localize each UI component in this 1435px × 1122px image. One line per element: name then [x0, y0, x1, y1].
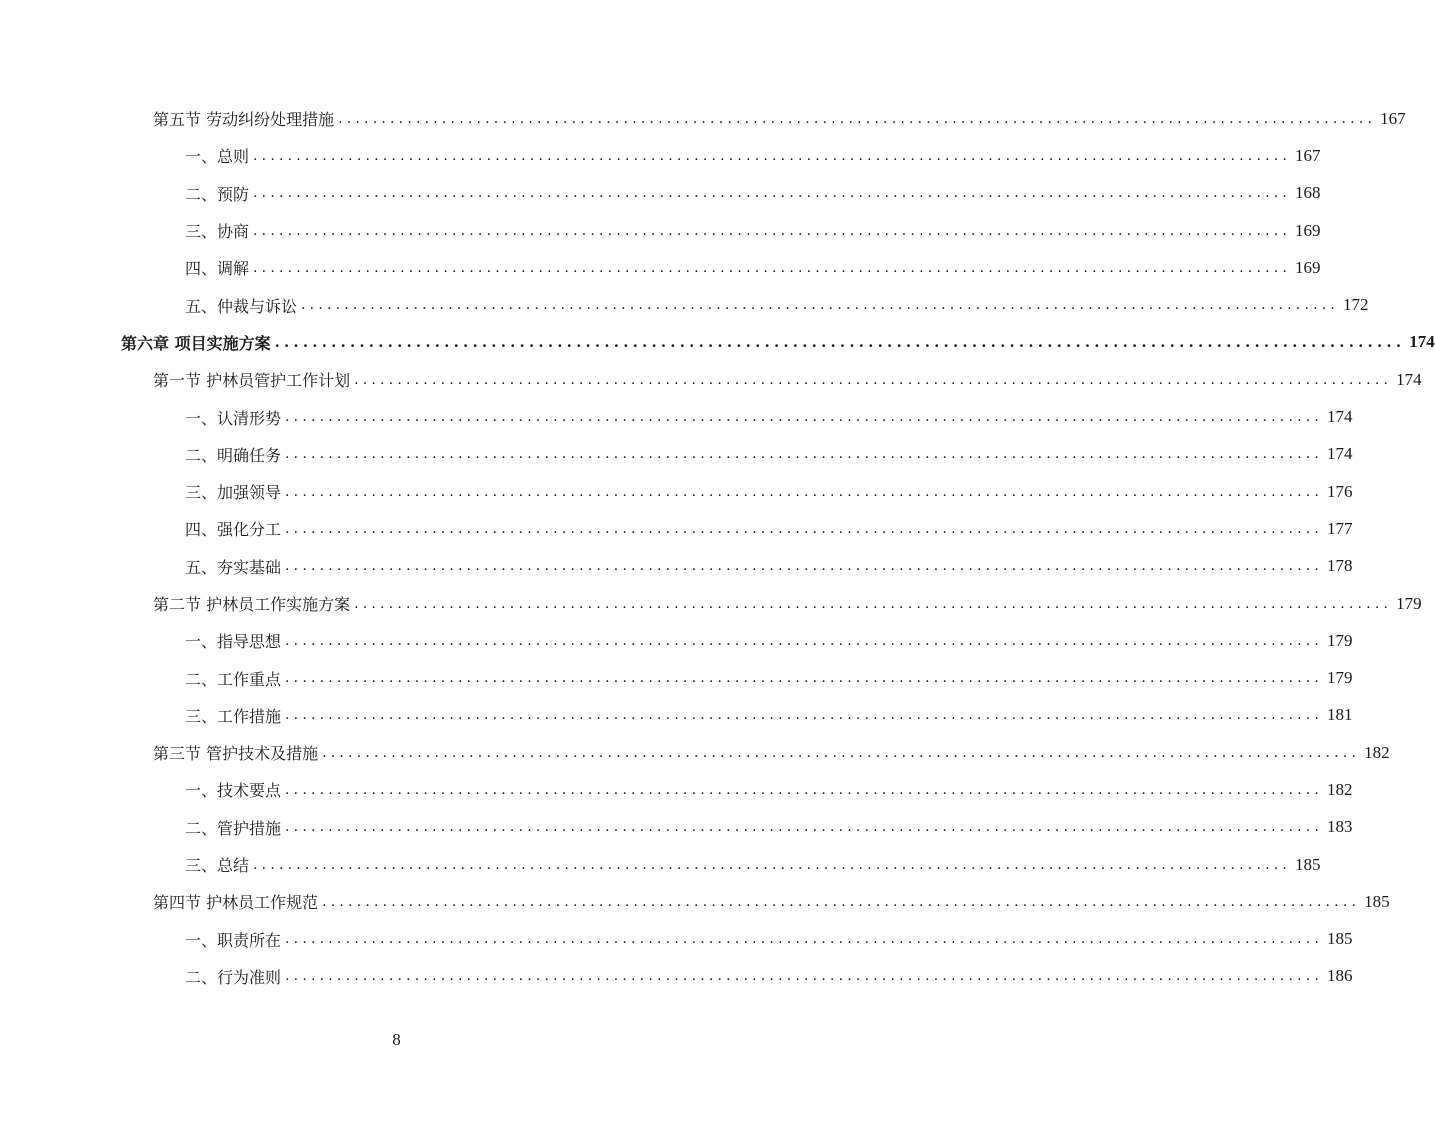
toc-entry-page: 182 [1327, 779, 1353, 799]
toc-dot-leader: ........................................................................................................................ [354, 595, 1393, 612]
toc-section-entry[interactable] [0, 734, 1390, 771]
toc-entry-title: 三、工作措施 [185, 706, 282, 726]
toc-subsection-entry[interactable] [0, 622, 1353, 659]
toc-entry-title: 二、预防 [185, 184, 250, 204]
toc-dot-leader: ........................................................................................................................ [285, 931, 1324, 948]
toc-subsection-entry[interactable] [0, 249, 1321, 286]
toc-entry-title: 二、明确任务 [185, 445, 282, 465]
toc-entry-page: 185 [1327, 929, 1353, 949]
toc-dot-leader: ........................................................................................................................ [285, 520, 1324, 537]
toc-entry-page: 168 [1295, 183, 1321, 203]
toc-entry-page: 183 [1327, 817, 1353, 837]
toc-entry-page: 185 [1364, 891, 1390, 911]
toc-dot-leader: ........................................................................................................................ [274, 333, 1406, 352]
toc-entry-title: 一、总则 [185, 147, 250, 167]
toc-entry-title: 一、认清形势 [185, 408, 282, 428]
toc-subsection-entry[interactable] [0, 436, 1353, 473]
toc-entry-title: 第二节 护林员工作实施方案 [153, 595, 351, 614]
toc-dot-leader: ........................................................................................................................ [285, 781, 1324, 798]
toc-entry-title: 第三节 管护技术及措施 [153, 744, 319, 764]
toc-subsection-entry[interactable] [0, 286, 1369, 323]
toc-entry-title: 一、指导思想 [185, 632, 282, 652]
toc-subsection-entry[interactable] [0, 548, 1353, 585]
toc-entry-page: 178 [1327, 556, 1353, 576]
toc-entry-title: 五、仲裁与诉讼 [185, 296, 298, 316]
toc-subsection-entry[interactable] [0, 510, 1353, 547]
toc-subsection-entry[interactable] [0, 175, 1321, 212]
toc-subsection-entry[interactable] [0, 921, 1353, 958]
toc-entry-title: 五、夯实基础 [185, 557, 282, 577]
toc-entry-page: 169 [1295, 257, 1321, 277]
toc-subsection-entry[interactable] [0, 137, 1321, 174]
toc-dot-leader: ........................................................................................................................ [253, 147, 1292, 164]
toc-entry-page: 174 [1327, 444, 1353, 464]
toc-entry-page: 179 [1327, 630, 1353, 650]
toc-entry-page: 169 [1295, 220, 1321, 240]
toc-entry-title: 第四节 护林员工作规范 [153, 893, 319, 913]
toc-subsection-entry[interactable] [0, 771, 1353, 808]
page-number: 8 [392, 1030, 401, 1049]
toc-dot-leader: ........................................................................................................................ [253, 856, 1292, 873]
toc-dot-leader: ........................................................................................................................ [285, 483, 1324, 500]
toc-entry-page: 179 [1396, 593, 1422, 613]
toc-entry-title: 三、加强领导 [185, 483, 282, 503]
toc-section-entry[interactable] [0, 100, 1406, 137]
toc-dot-leader: ........................................................................................................................ [285, 632, 1324, 649]
toc-entry-title: 第五节 劳动纠纷处理措施 [153, 110, 335, 130]
toc-subsection-entry[interactable] [0, 846, 1321, 883]
toc-entry-page: 186 [1327, 966, 1353, 986]
toc-entry-page: 182 [1364, 742, 1390, 762]
toc-dot-leader: ........................................................................................................................ [322, 893, 1361, 910]
toc-dot-leader: ........................................................................................................................ [285, 819, 1324, 836]
toc-dot-leader: ........................................................................................................................ [301, 297, 1340, 314]
toc-section-entry[interactable] [0, 585, 1422, 622]
toc-entry-title: 三、总结 [185, 856, 250, 876]
toc-entry-title: 第六章 项目实施方案 [121, 333, 271, 353]
toc-dot-leader: ........................................................................................................................ [285, 670, 1324, 687]
toc-entry-page: 167 [1380, 108, 1406, 128]
toc-entry-title: 四、调解 [185, 259, 250, 279]
toc-dot-leader: ........................................................................................................................ [285, 446, 1324, 463]
toc-entry-title: 三、协商 [185, 222, 250, 242]
toc-subsection-entry[interactable] [0, 958, 1353, 995]
toc-entry-title: 四、强化分工 [185, 520, 282, 540]
table-of-contents [0, 100, 1435, 995]
toc-dot-leader: ........................................................................................................................ [253, 222, 1292, 239]
toc-dot-leader: ........................................................................................................................ [322, 744, 1361, 761]
toc-subsection-entry[interactable] [0, 659, 1353, 696]
toc-entry-page: 177 [1327, 518, 1353, 538]
toc-entry-page: 174 [1327, 407, 1353, 427]
toc-entry-title: 一、技术要点 [185, 781, 282, 801]
toc-entry-page: 167 [1295, 145, 1321, 165]
toc-dot-leader: ........................................................................................................................ [354, 371, 1393, 388]
toc-entry-title: 第一节 护林员管护工作计划 [153, 371, 351, 391]
toc-subsection-entry[interactable] [0, 809, 1353, 846]
toc-section-entry[interactable] [0, 883, 1390, 920]
toc-section-entry[interactable] [0, 361, 1422, 398]
toc-entry-title: 二、工作重点 [185, 669, 282, 689]
toc-dot-leader: ........................................................................................................................ [285, 707, 1324, 724]
toc-entry-page: 174 [1396, 369, 1422, 389]
toc-subsection-entry[interactable] [0, 398, 1353, 435]
toc-entry-page: 181 [1327, 705, 1353, 725]
toc-entry-title: 二、管护措施 [185, 818, 282, 838]
toc-entry-title: 一、职责所在 [185, 930, 282, 950]
toc-entry-page: 172 [1343, 295, 1369, 315]
toc-subsection-entry[interactable] [0, 697, 1353, 734]
toc-entry-title: 二、行为准则 [185, 967, 282, 987]
toc-entry-page: 179 [1327, 668, 1353, 688]
toc-dot-leader: ........................................................................................................................ [253, 185, 1292, 202]
toc-dot-leader: ........................................................................................................................ [285, 968, 1324, 985]
toc-dot-leader: ........................................................................................................................ [253, 259, 1292, 276]
toc-dot-leader: ........................................................................................................................ [285, 409, 1324, 426]
toc-subsection-entry[interactable] [0, 473, 1353, 510]
toc-entry-page: 185 [1295, 854, 1321, 874]
toc-entry-page: 176 [1327, 481, 1353, 501]
toc-subsection-entry[interactable] [0, 212, 1321, 249]
toc-entry-page: 174 [1409, 332, 1435, 352]
toc-dot-leader: ........................................................................................................................ [338, 110, 1377, 127]
toc-dot-leader: ........................................................................................................................ [285, 558, 1324, 575]
toc-chapter-entry[interactable] [0, 324, 1435, 361]
